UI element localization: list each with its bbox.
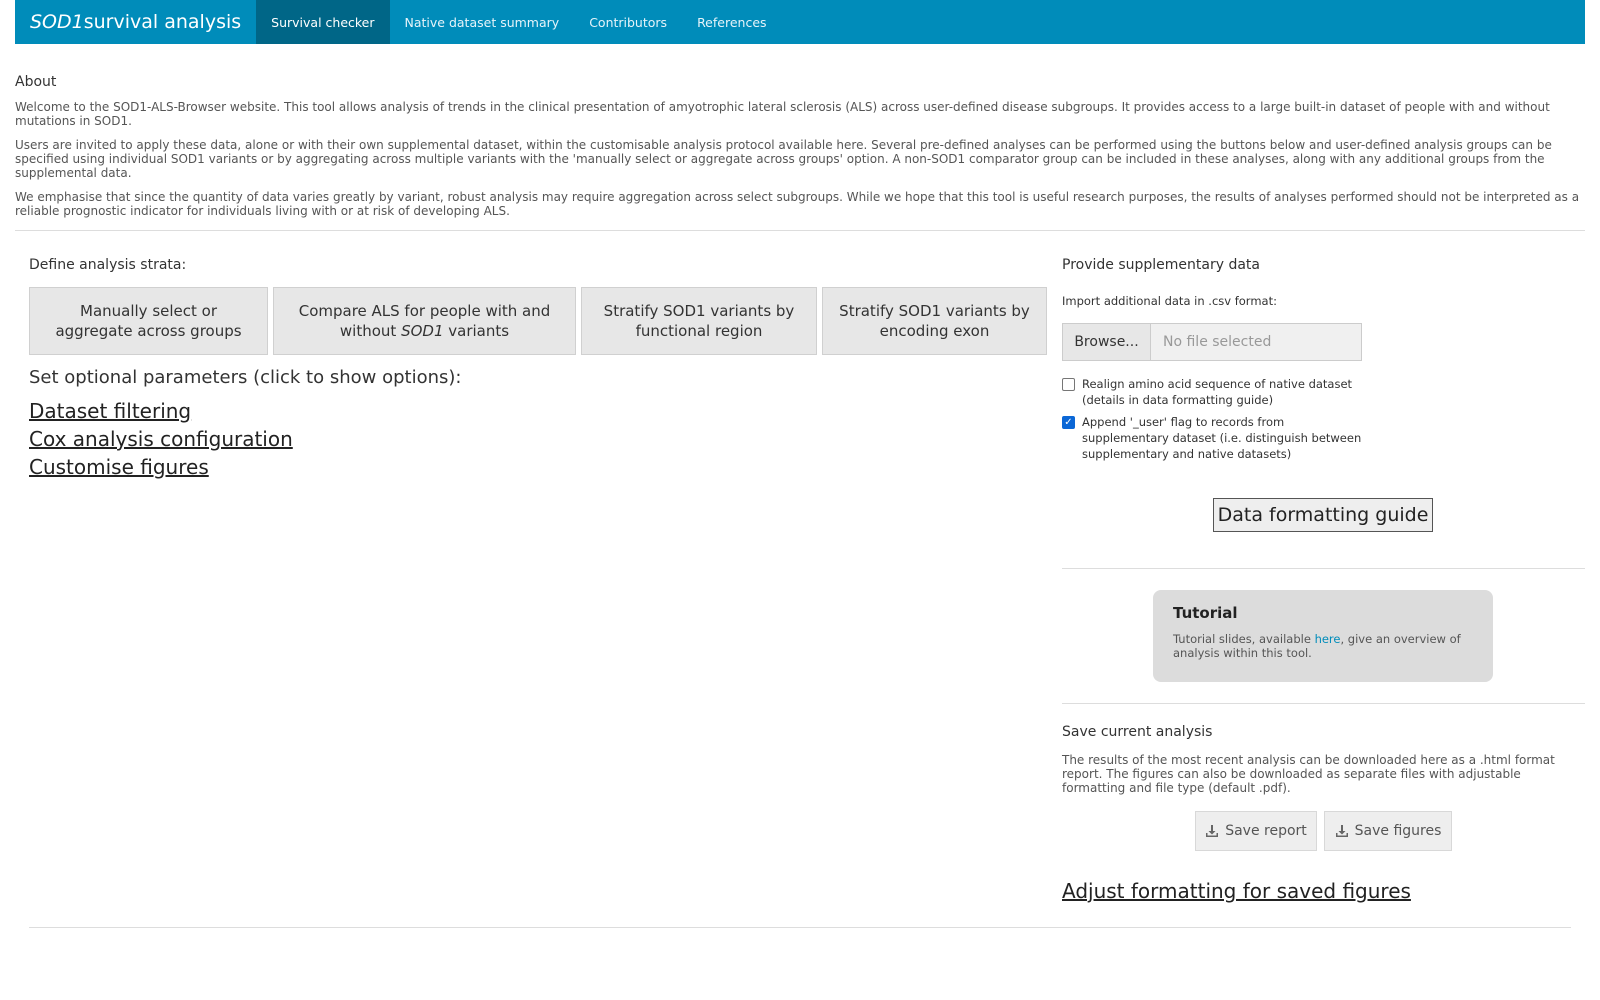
- divider: [1062, 703, 1585, 704]
- supplementary-title: Provide supplementary data: [1062, 257, 1260, 273]
- append-user-label: Append '_user' flag to records from supplementary dataset (i.e. distinguish between supplementary and native datasets): [1082, 415, 1362, 461]
- app-brand[interactable]: [15, 0, 256, 44]
- save-report-label: Save report: [1225, 823, 1307, 839]
- about-paragraph-2: Users are invited to apply these data, alone or with their own supplemental dataset, within the customisable analysis protocol available here. Several pre-defined analyses can be performed using the buttons below and user-defined analysis groups can be specified using individual SOD1 variants or by aggregating across multiple variants with the 'manually select or aggregate across groups' option. A non-SOD1 comparator group can be included in these analyses, along with any additional groups from the supplemental data.: [15, 138, 1552, 180]
- compare-sod1-label: Compare ALS for people with and without SOD1 variants: [298, 302, 551, 340]
- realign-label: Realign amino acid sequence of native dataset (details in data formatting guide): [1082, 377, 1353, 407]
- tab-references[interactable]: References: [697, 14, 767, 30]
- save-report-button[interactable]: [1195, 811, 1317, 851]
- tab-contributors[interactable]: Contributors: [589, 14, 668, 30]
- save-title: Save current analysis: [1062, 724, 1213, 740]
- tutorial-title: Tutorial: [1173, 604, 1238, 622]
- adjust-formatting-link[interactable]: Adjust formatting for saved figures: [1062, 879, 1411, 903]
- tab-native-dataset-summary[interactable]: Native dataset summary: [404, 14, 560, 30]
- file-name-field[interactable]: No file selected: [1151, 323, 1362, 361]
- tutorial-link[interactable]: here: [1314, 632, 1341, 646]
- save-description: The results of the most recent analysis can be downloaded here as a .html format report. The figures can also be downloaded as separate files with adjustable formatting and file type (default .pdf).: [1062, 753, 1555, 795]
- stratify-exon-label: Stratify SOD1 variants by encoding exon: [839, 302, 1030, 340]
- download-icon: [1205, 824, 1219, 838]
- divider: [15, 230, 1585, 231]
- top-navbar: [15, 0, 1585, 44]
- optional-parameters-label: Set optional parameters (click to show options):: [29, 367, 462, 388]
- stratify-exon-button[interactable]: [822, 287, 1047, 355]
- data-formatting-guide-button[interactable]: Data formatting guide: [1213, 498, 1433, 532]
- realign-option: [1062, 376, 1372, 408]
- divider: [29, 927, 1571, 928]
- brand-italic: SOD1: [30, 11, 84, 33]
- save-figures-button[interactable]: [1324, 811, 1452, 851]
- strata-label: Define analysis strata:: [29, 257, 187, 273]
- cox-analysis-link[interactable]: Cox analysis configuration: [29, 427, 293, 451]
- tutorial-box: [1153, 590, 1493, 682]
- checkmark-icon: ✓: [1064, 417, 1073, 428]
- dataset-filtering-link[interactable]: Dataset filtering: [29, 399, 192, 423]
- analysis-strata-panel: [29, 257, 1047, 479]
- about-title: About: [15, 74, 57, 90]
- tab-survival-checker[interactable]: Survival checker: [256, 0, 389, 44]
- tutorial-text: Tutorial slides, available here, give an overview of analysis within this tool.: [1173, 632, 1461, 660]
- strata-buttons: [29, 287, 1047, 355]
- divider: [1062, 568, 1585, 569]
- about-paragraph-1: Welcome to the SOD1-ALS-Browser website. This tool allows analysis of trends in the clinical presentation of amyotrophic lateral sclerosis (ALS) across user-defined disease subgroups. It provides access to a large built-in dataset of people with and without mutations in SOD1.: [15, 100, 1550, 128]
- compare-sod1-button[interactable]: [273, 287, 576, 355]
- manual-select-button[interactable]: [29, 287, 268, 355]
- customise-figures-link[interactable]: Customise figures: [29, 455, 209, 479]
- about-paragraph-3: We emphasise that since the quantity of data varies greatly by variant, robust analysis may require aggregation across select subgroups. While we hope that this tool is useful research purposes, the results of analyses performed should not be interpreted as a reliable prognostic indicator for individuals living with or at risk of developing ALS.: [15, 190, 1580, 218]
- file-upload: [1062, 323, 1362, 361]
- stratify-functional-region-label: Stratify SOD1 variants by functional region: [603, 302, 795, 340]
- browse-button[interactable]: Browse...: [1062, 323, 1151, 361]
- stratify-functional-region-button[interactable]: [581, 287, 817, 355]
- save-figures-label: Save figures: [1354, 823, 1442, 839]
- import-label: Import additional data in .csv format:: [1062, 294, 1277, 308]
- realign-checkbox[interactable]: [1062, 378, 1075, 391]
- manual-select-label: Manually select or aggregate across groups: [55, 302, 242, 340]
- download-icon: [1335, 824, 1349, 838]
- about-section: [15, 74, 1585, 228]
- append-user-option: [1062, 414, 1372, 462]
- append-user-checkbox[interactable]: [1062, 416, 1075, 429]
- brand-text: survival analysis: [83, 11, 242, 33]
